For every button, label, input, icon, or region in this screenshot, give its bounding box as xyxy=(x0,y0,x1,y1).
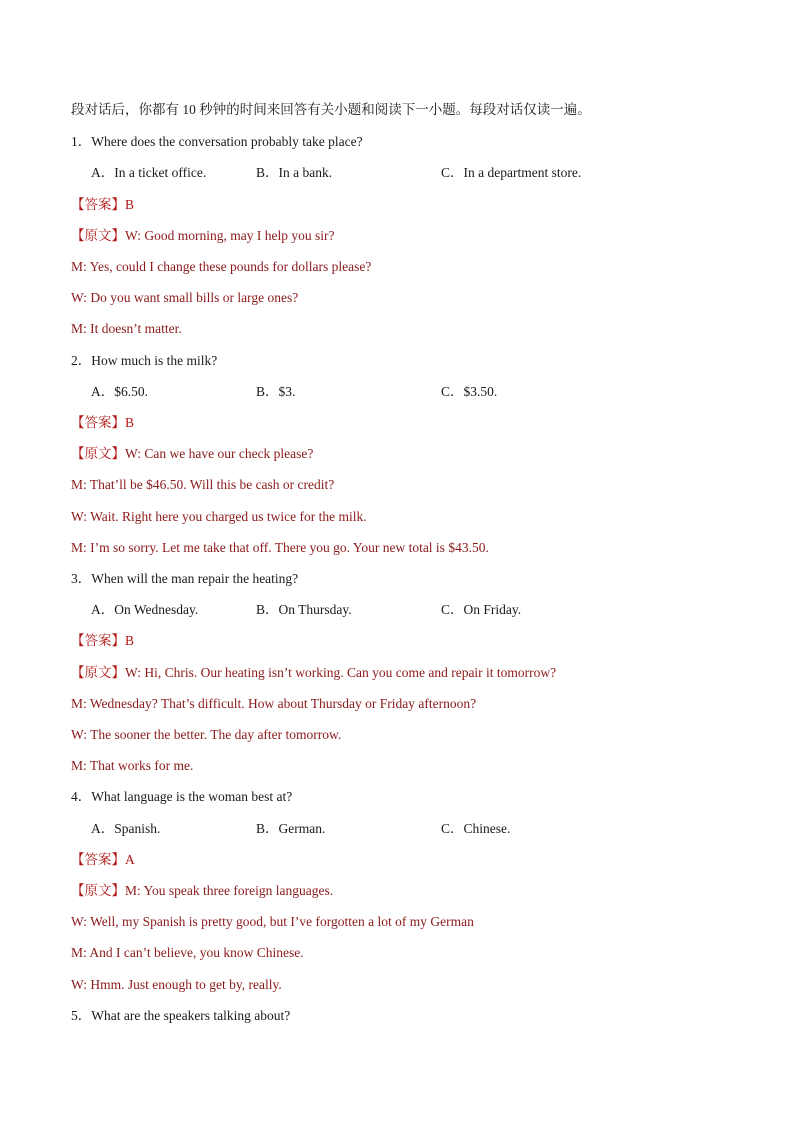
answer-value: A xyxy=(125,852,135,867)
question-text: What are the speakers talking about? xyxy=(91,1008,291,1023)
dialog-line: M: That’ll be $46.50. Will this be cash or credit? xyxy=(71,477,335,492)
transcript-row xyxy=(71,664,556,682)
question-number: 1． xyxy=(71,134,92,149)
option-a: A．Spanish. xyxy=(91,821,161,836)
option-a: A．On Wednesday. xyxy=(91,602,199,617)
option-c: C．Chinese. xyxy=(441,821,511,836)
dialog-line: W: Good morning, may I help you sir? xyxy=(125,228,335,243)
question-text: What language is the woman best at? xyxy=(91,789,293,804)
original-label: 【原文】 xyxy=(71,228,125,243)
answer-row xyxy=(71,414,134,432)
question-1 xyxy=(71,133,363,151)
question-number: 2． xyxy=(71,353,92,368)
question-2 xyxy=(71,352,217,370)
dialog-line: W: Do you want small bills or large ones? xyxy=(71,290,299,305)
answer-value: B xyxy=(125,197,135,212)
option-c: C．On Friday. xyxy=(441,602,522,617)
dialog-line: W: The sooner the better. The day after tomorrow. xyxy=(71,727,342,742)
question-4 xyxy=(71,788,292,806)
dialog-line: M: That works for me. xyxy=(71,758,194,773)
original-label: 【原文】 xyxy=(71,665,125,680)
question-text: When will the man repair the heating? xyxy=(91,571,299,586)
option-c: C．$3.50. xyxy=(441,384,498,399)
answer-value: B xyxy=(125,415,135,430)
dialog-line: M: Wednesday? That’s difficult. How about Thursday or Friday afternoon? xyxy=(71,696,477,711)
answer-label: 【答案】 xyxy=(71,197,125,212)
dialog-line: W: Well, my Spanish is pretty good, but I’ve forgotten a lot of my German xyxy=(71,914,474,929)
answer-row xyxy=(71,851,135,869)
dialog-line: W: Wait. Right here you charged us twice for the milk. xyxy=(71,509,367,524)
answer-value: B xyxy=(125,633,135,648)
transcript-row xyxy=(71,445,313,463)
option-b: B．On Thursday. xyxy=(256,602,352,617)
option-a: A．In a ticket office. xyxy=(91,165,207,180)
question-5 xyxy=(71,1007,290,1025)
answer-row xyxy=(71,196,134,214)
answer-label: 【答案】 xyxy=(71,633,125,648)
dialog-line: M: And I can’t believe, you know Chinese. xyxy=(71,945,304,960)
dialog-line: M: Yes, could I change these pounds for dollars please? xyxy=(71,259,372,274)
option-b: B．$3. xyxy=(256,384,296,399)
question-text: Where does the conversation probably take place? xyxy=(91,134,363,149)
question-text: How much is the milk? xyxy=(91,353,218,368)
dialog-line: M: I’m so sorry. Let me take that off. There you go. Your new total is $43.50. xyxy=(71,540,489,555)
intro-text: 段对话后，你都有 10 秒钟的时间来回答有关小题和阅读下一小题。每段对话仅读一遍。 xyxy=(71,102,591,117)
original-label: 【原文】 xyxy=(71,883,125,898)
question-number: 5． xyxy=(71,1008,92,1023)
answer-label: 【答案】 xyxy=(71,852,125,867)
dialog-line: W: Can we have our check please? xyxy=(125,446,314,461)
option-b: B．German. xyxy=(256,821,326,836)
original-label: 【原文】 xyxy=(71,446,125,461)
question-number: 4． xyxy=(71,789,92,804)
answer-row xyxy=(71,632,134,650)
dialog-line: W: Hi, Chris. Our heating isn’t working. Can you come and repair it tomorrow? xyxy=(125,665,557,680)
option-a: A．$6.50. xyxy=(91,384,148,399)
transcript-row xyxy=(71,227,334,245)
question-3 xyxy=(71,570,298,588)
transcript-row xyxy=(71,882,333,900)
dialog-line: M: You speak three foreign languages. xyxy=(125,883,334,898)
dialog-line: W: Hmm. Just enough to get by, really. xyxy=(71,977,282,992)
answer-label: 【答案】 xyxy=(71,415,125,430)
dialog-line: M: It doesn’t matter. xyxy=(71,321,182,336)
question-number: 3． xyxy=(71,571,92,586)
option-c: C．In a department store. xyxy=(441,165,582,180)
option-b: B．In a bank. xyxy=(256,165,333,180)
